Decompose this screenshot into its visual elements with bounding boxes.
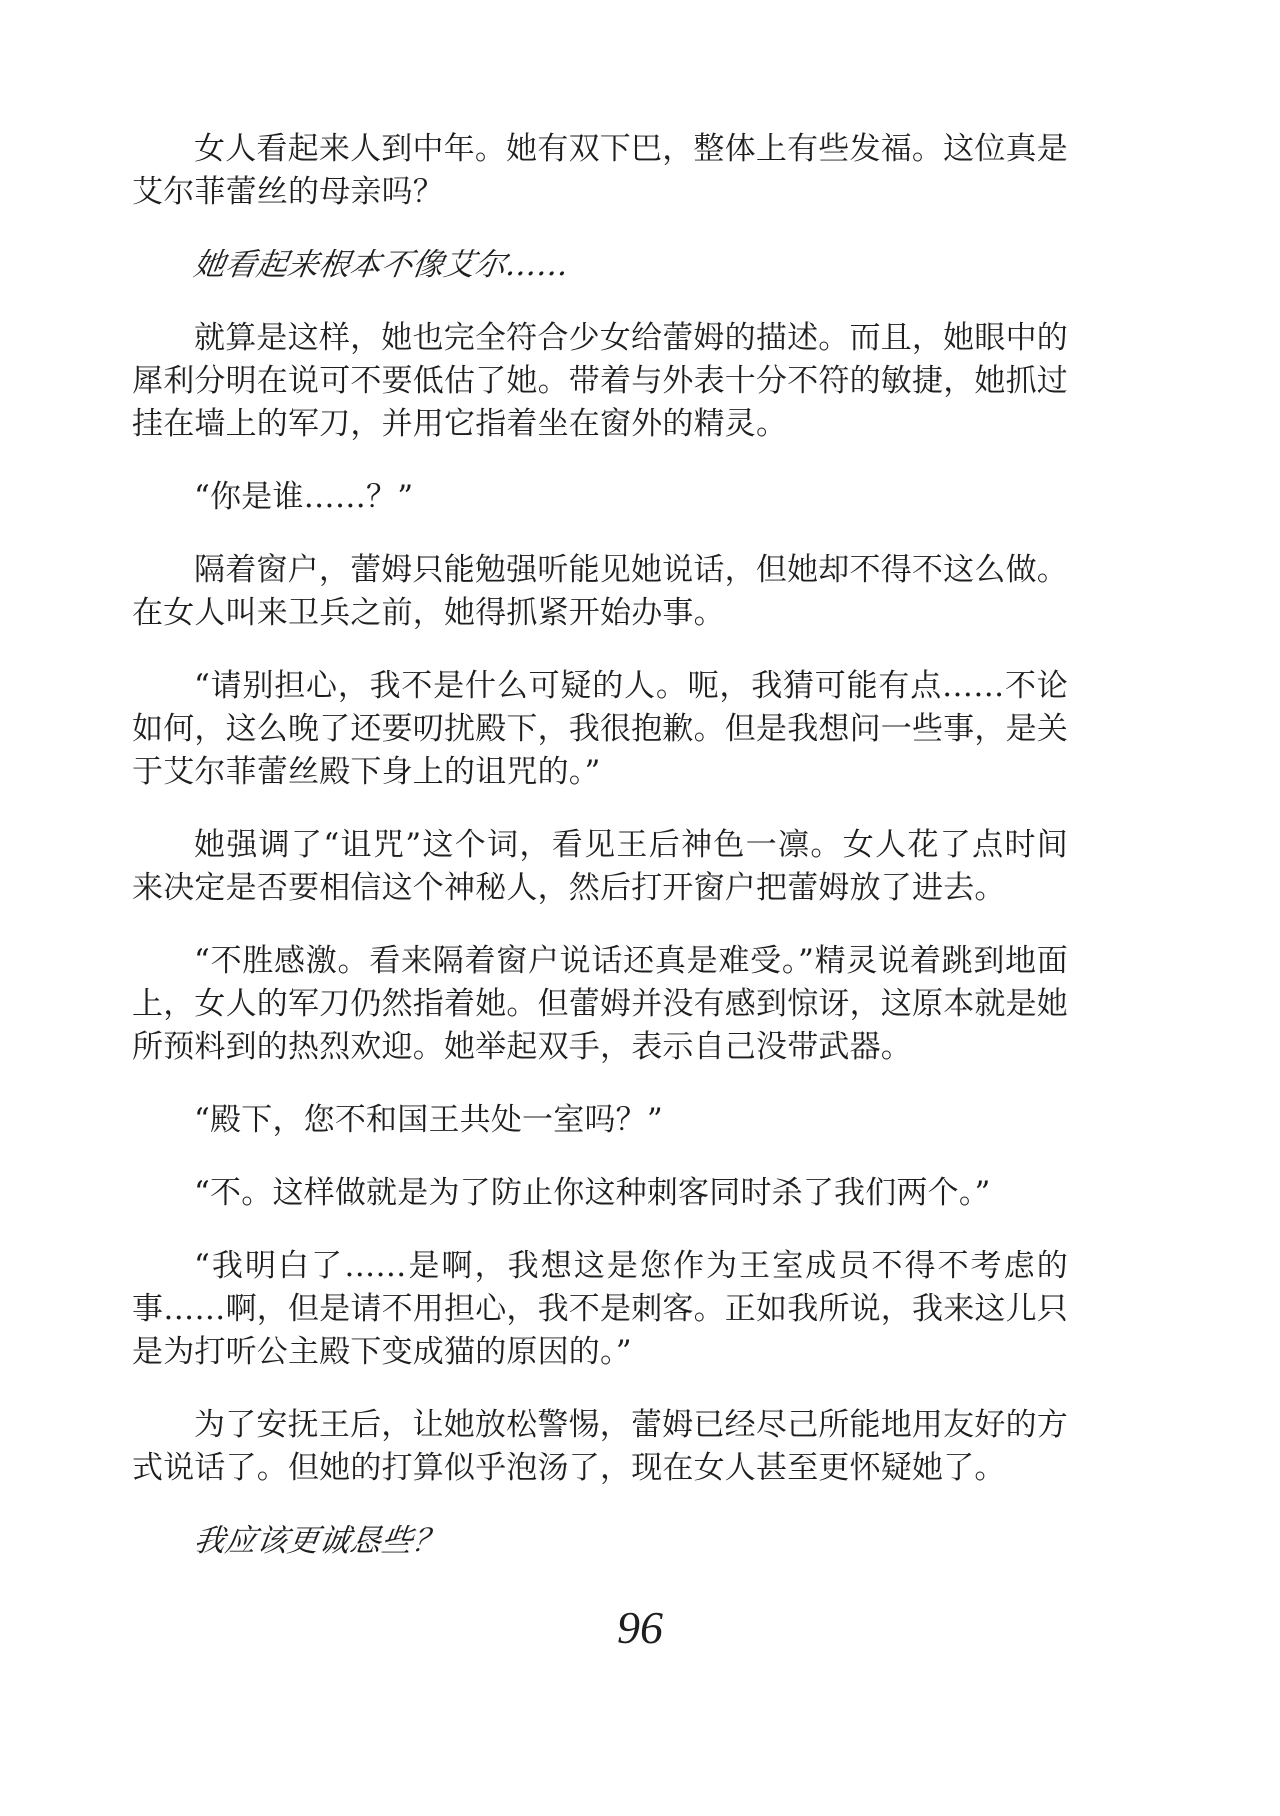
body-text bbox=[132, 128, 1068, 1593]
paragraph-13-thought: 我应该更诚恳些？ bbox=[191, 1523, 447, 1559]
paragraph-12: 为了安抚王后，让她放松警惕，蕾姆已经尽己所能地用友好的方式说话了。但她的打算似乎泡汤了，现在女人甚至更怀疑她了。 bbox=[132, 1407, 1068, 1486]
paragraph-4-dialogue: “你是谁……？” bbox=[194, 479, 414, 515]
paragraph-6-dialogue: “请别担心，我不是什么可疑的人。呃，我猜可能有点……不论如何，这么晚了还要叨扰殿下，我很抱歉。但是我想问一些事，是关于艾尔菲蕾丝殿下身上的诅咒的。” bbox=[132, 668, 1068, 790]
paragraph-7: 她强调了“诅咒”这个词，看见王后神色一凛。女人花了点时间来决定是否要相信这个神秘人，然后打开窗户把蕾姆放了进去。 bbox=[132, 827, 1068, 906]
paragraph-3: 就算是这样，她也完全符合少女给蕾姆的描述。而且，她眼中的犀利分明在说可不要低估了她。带着与外表十分不符的敏捷，她抓过挂在墙上的军刀，并用它指着坐在窗外的精灵。 bbox=[132, 320, 1068, 442]
paragraph-10-dialogue: “不。这样做就是为了防止你这种刺客同时杀了我们两个。” bbox=[194, 1175, 991, 1211]
paragraph-8-dialogue: “不胜感激。看来隔着窗户说话还真是难受。”精灵说着跳到地面上，女人的军刀仍然指着她。但蕾姆并没有感到惊讶，这原本就是她所预料到的热烈欢迎。她举起双手，表示自己没带武器。 bbox=[132, 943, 1068, 1065]
paragraph-5: 隔着窗户，蕾姆只能勉强听能见她说话，但她却不得不这么做。在女人叫来卫兵之前，她得抓紧开始办事。 bbox=[132, 552, 1068, 631]
paragraph-1: 女人看起来人到中年。她有双下巴，整体上有些发福。这位真是艾尔菲蕾丝的母亲吗？ bbox=[132, 131, 1068, 210]
page-number: 96 bbox=[617, 1602, 663, 1653]
paragraph-9-dialogue: “殿下，您不和国王共处一室吗？” bbox=[194, 1102, 663, 1138]
paragraph-11-dialogue: “我明白了……是啊，我想这是您作为王室成员不得不考虑的事……啊，但是请不用担心，我不是刺客。正如我所说，我来这儿只是为打听公主殿下变成猫的原因的。” bbox=[132, 1248, 1068, 1370]
paragraph-2-thought: 她看起来根本不像艾尔…… bbox=[191, 247, 572, 283]
